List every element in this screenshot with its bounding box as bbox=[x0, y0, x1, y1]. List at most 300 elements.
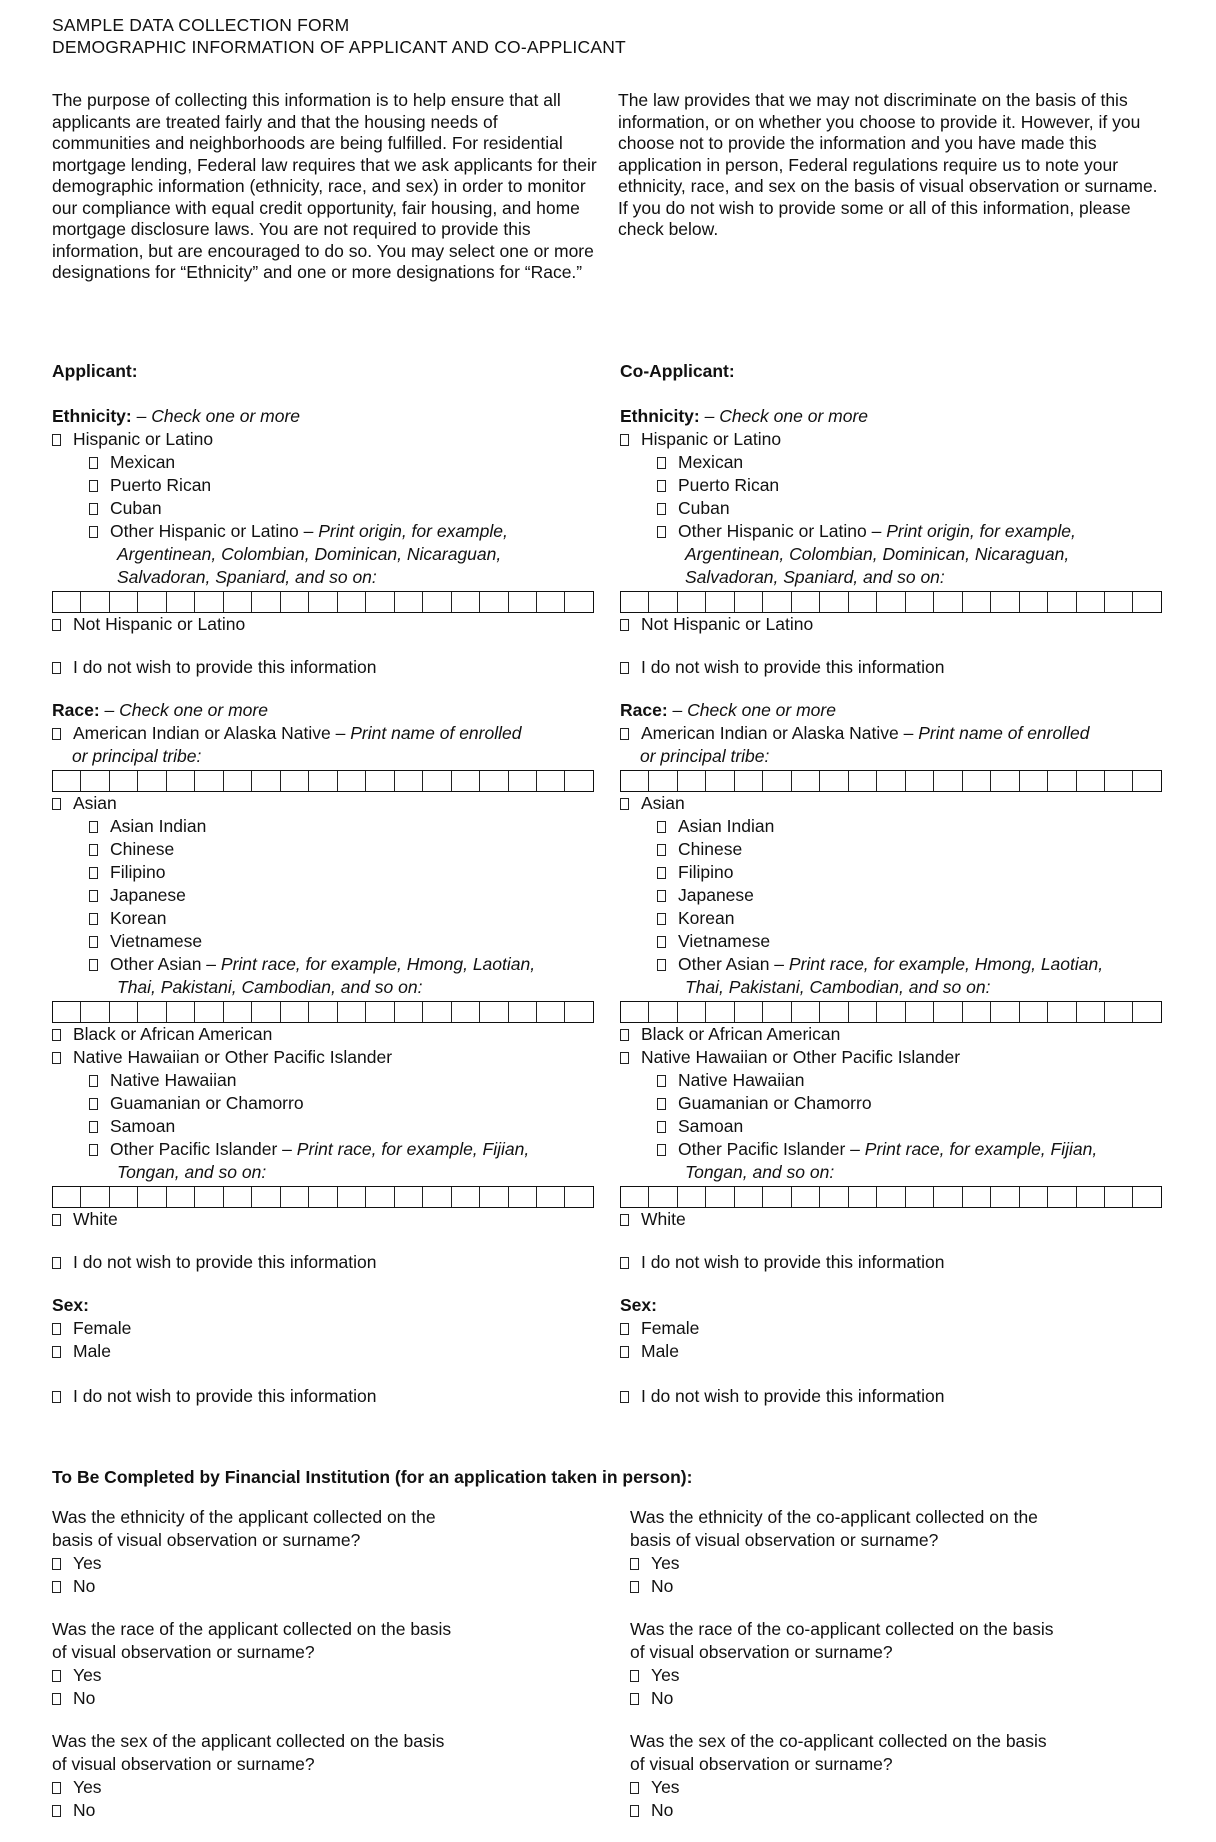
char-cell[interactable] bbox=[1105, 1187, 1133, 1207]
option-label: I do not wish to provide this information bbox=[73, 1386, 377, 1406]
char-cell[interactable] bbox=[167, 1187, 195, 1207]
char-cell[interactable] bbox=[423, 1002, 451, 1022]
char-cell[interactable] bbox=[224, 1002, 252, 1022]
puerto-rican-option bbox=[620, 474, 1170, 497]
char-cell[interactable] bbox=[934, 771, 962, 791]
char-cell[interactable] bbox=[877, 592, 905, 612]
char-cell[interactable] bbox=[537, 592, 565, 612]
char-cell[interactable] bbox=[53, 592, 81, 612]
checkbox[interactable] bbox=[89, 1098, 98, 1110]
checkbox[interactable] bbox=[657, 1098, 666, 1110]
option-label: Filipino bbox=[678, 862, 734, 882]
no-checkbox[interactable] bbox=[52, 1805, 61, 1817]
sex-heading: Sex: bbox=[620, 1295, 657, 1315]
question-text: of visual observation or surname? bbox=[630, 1642, 893, 1662]
instruction-text: Print name of enrolled bbox=[918, 723, 1090, 743]
char-cell[interactable] bbox=[480, 1187, 508, 1207]
no-checkbox[interactable] bbox=[52, 1581, 61, 1593]
char-cell[interactable] bbox=[934, 1187, 962, 1207]
char-cell[interactable] bbox=[1048, 592, 1076, 612]
char-cell[interactable] bbox=[138, 1187, 166, 1207]
spacer bbox=[620, 383, 1170, 405]
native-hawaiian-pi-option bbox=[52, 1046, 602, 1069]
checkbox[interactable] bbox=[89, 503, 98, 515]
tribe-name-field[interactable] bbox=[52, 770, 594, 792]
instruction-text: Print origin, for example, bbox=[318, 521, 508, 541]
no-label: No bbox=[651, 1576, 674, 1596]
char-cell[interactable] bbox=[81, 1187, 109, 1207]
char-cell[interactable] bbox=[1048, 1187, 1076, 1207]
checkbox[interactable] bbox=[657, 844, 666, 856]
char-cell[interactable] bbox=[1077, 771, 1105, 791]
char-cell[interactable] bbox=[649, 1002, 677, 1022]
char-cell[interactable] bbox=[621, 771, 649, 791]
race-heading bbox=[52, 699, 602, 722]
yes-checkbox[interactable] bbox=[52, 1670, 61, 1682]
checkbox[interactable] bbox=[52, 1391, 61, 1403]
black-option bbox=[620, 1023, 1170, 1046]
char-cell[interactable] bbox=[423, 592, 451, 612]
char-cell[interactable] bbox=[53, 1002, 81, 1022]
checkbox[interactable] bbox=[89, 936, 98, 948]
char-cell[interactable] bbox=[877, 1187, 905, 1207]
char-cell[interactable] bbox=[1133, 771, 1160, 791]
char-cell[interactable] bbox=[395, 771, 423, 791]
spacer bbox=[620, 1231, 1170, 1251]
option-label: Asian Indian bbox=[110, 816, 207, 836]
char-cell[interactable] bbox=[991, 771, 1019, 791]
yes-label: Yes bbox=[73, 1665, 102, 1685]
char-cell[interactable] bbox=[509, 1187, 537, 1207]
char-cell[interactable] bbox=[110, 592, 138, 612]
char-cell[interactable] bbox=[792, 1187, 820, 1207]
spacer bbox=[52, 679, 602, 699]
char-cell[interactable] bbox=[735, 1002, 763, 1022]
char-cell[interactable] bbox=[537, 771, 565, 791]
char-cell[interactable] bbox=[849, 1002, 877, 1022]
char-cell[interactable] bbox=[763, 1187, 791, 1207]
option-label: Samoan bbox=[678, 1116, 744, 1136]
checkbox[interactable] bbox=[89, 890, 98, 902]
char-cell[interactable] bbox=[735, 771, 763, 791]
intro-right-paragraph: The law provides that we may not discriminate on the basis of this information, or on whether you choose to provide it. However, if you choose not to provide the information and you have made this application in person, Federal regulations require us to note your ethnicity, race, and sex on the basis of visual observation or surname. If you do not wish to provide some or all of this information, please check below. bbox=[618, 90, 1158, 239]
char-cell[interactable] bbox=[167, 592, 195, 612]
checkbox[interactable] bbox=[89, 913, 98, 925]
char-cell[interactable] bbox=[110, 1002, 138, 1022]
char-cell[interactable] bbox=[138, 592, 166, 612]
checkbox[interactable] bbox=[657, 1075, 666, 1087]
checkbox[interactable] bbox=[620, 1346, 629, 1358]
instruction-text: Print race, for example, Hmong, Laotian, bbox=[220, 954, 536, 974]
heading-instruction: – Check one or more bbox=[104, 700, 268, 720]
white-option bbox=[52, 1208, 602, 1231]
char-cell[interactable] bbox=[224, 592, 252, 612]
checkbox[interactable] bbox=[89, 526, 98, 538]
char-cell[interactable] bbox=[963, 771, 991, 791]
coapplicant-column bbox=[620, 360, 1170, 1408]
option-label: Male bbox=[641, 1341, 679, 1361]
char-cell[interactable] bbox=[706, 1187, 734, 1207]
korean-option bbox=[52, 907, 602, 930]
yes-checkbox[interactable] bbox=[630, 1670, 639, 1682]
instruction-text: Print origin, for example, bbox=[886, 521, 1076, 541]
char-cell[interactable] bbox=[452, 592, 480, 612]
char-cell[interactable] bbox=[366, 592, 394, 612]
char-cell[interactable] bbox=[706, 592, 734, 612]
other-pi-race-field[interactable] bbox=[52, 1186, 594, 1208]
checkbox[interactable] bbox=[52, 1323, 61, 1335]
checkbox[interactable] bbox=[657, 821, 666, 833]
chinese-option bbox=[620, 838, 1170, 861]
char-cell[interactable] bbox=[338, 592, 366, 612]
char-cell[interactable] bbox=[480, 1002, 508, 1022]
option-label: Filipino bbox=[110, 862, 166, 882]
char-cell[interactable] bbox=[1105, 1002, 1133, 1022]
char-cell[interactable] bbox=[1020, 592, 1048, 612]
char-cell[interactable] bbox=[480, 592, 508, 612]
char-cell[interactable] bbox=[649, 1187, 677, 1207]
char-cell[interactable] bbox=[366, 1187, 394, 1207]
char-cell[interactable] bbox=[934, 592, 962, 612]
char-cell[interactable] bbox=[480, 771, 508, 791]
char-cell[interactable] bbox=[991, 1187, 1019, 1207]
char-cell[interactable] bbox=[281, 1187, 309, 1207]
checkbox[interactable] bbox=[657, 480, 666, 492]
char-cell[interactable] bbox=[81, 771, 109, 791]
option-label: Cuban bbox=[678, 498, 730, 518]
checkbox[interactable] bbox=[620, 619, 629, 631]
checkbox[interactable] bbox=[620, 1052, 629, 1064]
other-pi-race-field[interactable] bbox=[620, 1186, 1162, 1208]
char-cell[interactable] bbox=[366, 1002, 394, 1022]
char-cell[interactable] bbox=[1048, 771, 1076, 791]
char-cell[interactable] bbox=[678, 771, 706, 791]
char-cell[interactable] bbox=[565, 1187, 592, 1207]
checkbox[interactable] bbox=[52, 1052, 61, 1064]
char-cell[interactable] bbox=[849, 592, 877, 612]
char-cell[interactable] bbox=[281, 1002, 309, 1022]
char-cell[interactable] bbox=[934, 1002, 962, 1022]
checkbox[interactable] bbox=[657, 457, 666, 469]
checkbox[interactable] bbox=[657, 1144, 666, 1156]
char-cell[interactable] bbox=[452, 771, 480, 791]
checkbox[interactable] bbox=[89, 1144, 98, 1156]
checkbox[interactable] bbox=[89, 1121, 98, 1133]
char-cell[interactable] bbox=[281, 592, 309, 612]
instruction-text: Tongan, and so on: bbox=[117, 1162, 267, 1182]
checkbox[interactable] bbox=[52, 1257, 61, 1269]
yes-label: Yes bbox=[73, 1553, 102, 1573]
char-cell[interactable] bbox=[877, 771, 905, 791]
yes-checkbox[interactable] bbox=[630, 1558, 639, 1570]
question-text: Was the race of the applicant collected on the basis bbox=[52, 1619, 452, 1639]
char-cell[interactable] bbox=[509, 1002, 537, 1022]
char-cell[interactable] bbox=[820, 1187, 848, 1207]
checkbox[interactable] bbox=[657, 867, 666, 879]
char-cell[interactable] bbox=[1020, 1187, 1048, 1207]
char-cell[interactable] bbox=[706, 771, 734, 791]
checkbox[interactable] bbox=[89, 959, 98, 971]
char-cell[interactable] bbox=[281, 771, 309, 791]
char-cell[interactable] bbox=[195, 592, 223, 612]
char-cell[interactable] bbox=[338, 1002, 366, 1022]
char-cell[interactable] bbox=[395, 1187, 423, 1207]
char-cell[interactable] bbox=[423, 1187, 451, 1207]
checkbox[interactable] bbox=[657, 890, 666, 902]
char-cell[interactable] bbox=[452, 1002, 480, 1022]
char-cell[interactable] bbox=[537, 1187, 565, 1207]
checkbox[interactable] bbox=[89, 1075, 98, 1087]
char-cell[interactable] bbox=[706, 1002, 734, 1022]
checkbox[interactable] bbox=[657, 503, 666, 515]
char-cell[interactable] bbox=[1133, 1187, 1160, 1207]
char-cell[interactable] bbox=[649, 592, 677, 612]
no-checkbox[interactable] bbox=[630, 1805, 639, 1817]
option-label: Chinese bbox=[678, 839, 743, 859]
female-option bbox=[620, 1317, 1170, 1340]
institution-coapplicant-column bbox=[630, 1506, 1190, 1842]
char-cell[interactable] bbox=[309, 1002, 337, 1022]
char-cell[interactable] bbox=[1105, 771, 1133, 791]
char-cell[interactable] bbox=[167, 771, 195, 791]
char-cell[interactable] bbox=[621, 1187, 649, 1207]
instruction-text: Thai, Pakistani, Cambodian, and so on: bbox=[117, 977, 423, 997]
char-cell[interactable] bbox=[509, 592, 537, 612]
char-cell[interactable] bbox=[820, 1002, 848, 1022]
char-cell[interactable] bbox=[678, 1187, 706, 1207]
char-cell[interactable] bbox=[224, 771, 252, 791]
checkbox[interactable] bbox=[89, 480, 98, 492]
yes-checkbox[interactable] bbox=[630, 1782, 639, 1794]
checkbox[interactable] bbox=[52, 619, 61, 631]
char-cell[interactable] bbox=[906, 1002, 934, 1022]
char-cell[interactable] bbox=[1133, 1002, 1160, 1022]
char-cell[interactable] bbox=[792, 771, 820, 791]
applicant-ethnicity-question bbox=[52, 1506, 612, 1618]
samoan-option bbox=[52, 1115, 602, 1138]
checkbox[interactable] bbox=[620, 434, 629, 446]
char-cell[interactable] bbox=[565, 592, 592, 612]
other-asian-race-field[interactable] bbox=[620, 1001, 1162, 1023]
char-cell[interactable] bbox=[565, 1002, 592, 1022]
checkbox[interactable] bbox=[657, 913, 666, 925]
other-asian-race-field[interactable] bbox=[52, 1001, 594, 1023]
spacer bbox=[52, 1231, 602, 1251]
char-cell[interactable] bbox=[678, 592, 706, 612]
option-label: White bbox=[73, 1209, 118, 1229]
decline-sex-option bbox=[52, 1385, 602, 1408]
char-cell[interactable] bbox=[849, 1187, 877, 1207]
char-cell[interactable] bbox=[423, 771, 451, 791]
guamanian-option bbox=[52, 1092, 602, 1115]
checkbox[interactable] bbox=[620, 728, 629, 740]
option-label: Black or African American bbox=[73, 1024, 273, 1044]
char-cell[interactable] bbox=[138, 1002, 166, 1022]
no-checkbox[interactable] bbox=[630, 1581, 639, 1593]
char-cell[interactable] bbox=[1133, 592, 1160, 612]
char-cell[interactable] bbox=[792, 1002, 820, 1022]
char-cell[interactable] bbox=[735, 1187, 763, 1207]
checkbox[interactable] bbox=[657, 936, 666, 948]
no-checkbox[interactable] bbox=[630, 1693, 639, 1705]
char-cell[interactable] bbox=[1020, 771, 1048, 791]
american-indian-option bbox=[620, 722, 1170, 745]
char-cell[interactable] bbox=[195, 1002, 223, 1022]
char-cell[interactable] bbox=[991, 592, 1019, 612]
char-cell[interactable] bbox=[565, 771, 592, 791]
checkbox[interactable] bbox=[657, 526, 666, 538]
male-option bbox=[620, 1340, 1170, 1363]
checkbox[interactable] bbox=[620, 1323, 629, 1335]
other-pacific-islander-option bbox=[52, 1138, 602, 1161]
hispanic-option bbox=[620, 428, 1170, 451]
question-text: Was the sex of the applicant collected on the basis bbox=[52, 1731, 445, 1751]
checkbox[interactable] bbox=[657, 959, 666, 971]
char-cell[interactable] bbox=[195, 1187, 223, 1207]
option-label: Hispanic or Latino bbox=[641, 429, 782, 449]
char-cell[interactable] bbox=[509, 771, 537, 791]
char-cell[interactable] bbox=[366, 771, 394, 791]
char-cell[interactable] bbox=[81, 592, 109, 612]
checkbox[interactable] bbox=[620, 1029, 629, 1041]
option-label: Japanese bbox=[110, 885, 186, 905]
char-cell[interactable] bbox=[195, 771, 223, 791]
heading-label: Ethnicity: bbox=[52, 406, 132, 426]
char-cell[interactable] bbox=[452, 1187, 480, 1207]
instruction-text: Print race, for example, Hmong, Laotian, bbox=[788, 954, 1104, 974]
char-cell[interactable] bbox=[906, 592, 934, 612]
no-checkbox[interactable] bbox=[52, 1693, 61, 1705]
checkbox[interactable] bbox=[620, 1257, 629, 1269]
char-cell[interactable] bbox=[110, 771, 138, 791]
char-cell[interactable] bbox=[53, 771, 81, 791]
char-cell[interactable] bbox=[1048, 1002, 1076, 1022]
char-cell[interactable] bbox=[906, 771, 934, 791]
char-cell[interactable] bbox=[167, 1002, 195, 1022]
option-label: I do not wish to provide this information bbox=[641, 1252, 945, 1272]
char-cell[interactable] bbox=[395, 592, 423, 612]
char-cell[interactable] bbox=[1105, 592, 1133, 612]
char-cell[interactable] bbox=[224, 1187, 252, 1207]
checkbox[interactable] bbox=[52, 798, 61, 810]
char-cell[interactable] bbox=[252, 771, 280, 791]
char-cell[interactable] bbox=[537, 1002, 565, 1022]
checkbox[interactable] bbox=[620, 662, 629, 674]
char-cell[interactable] bbox=[338, 1187, 366, 1207]
other-hispanic-origin-field[interactable] bbox=[620, 591, 1162, 613]
other-hispanic-origin-field[interactable] bbox=[52, 591, 594, 613]
char-cell[interactable] bbox=[110, 1187, 138, 1207]
option-label: Guamanian or Chamorro bbox=[110, 1093, 304, 1113]
char-cell[interactable] bbox=[963, 1187, 991, 1207]
char-cell[interactable] bbox=[649, 771, 677, 791]
option-label: Chinese bbox=[110, 839, 175, 859]
char-cell[interactable] bbox=[906, 1187, 934, 1207]
question-text: of visual observation or surname? bbox=[630, 1754, 893, 1774]
char-cell[interactable] bbox=[309, 592, 337, 612]
char-cell[interactable] bbox=[252, 1187, 280, 1207]
char-cell[interactable] bbox=[963, 592, 991, 612]
checkbox[interactable] bbox=[657, 1121, 666, 1133]
tribe-name-field[interactable] bbox=[620, 770, 1162, 792]
checkbox[interactable] bbox=[89, 821, 98, 833]
char-cell[interactable] bbox=[678, 1002, 706, 1022]
char-cell[interactable] bbox=[1077, 1187, 1105, 1207]
option-label: I do not wish to provide this information bbox=[641, 657, 945, 677]
female-option bbox=[52, 1317, 602, 1340]
char-cell[interactable] bbox=[820, 771, 848, 791]
checkbox[interactable] bbox=[52, 728, 61, 740]
checkbox[interactable] bbox=[620, 1214, 629, 1226]
checkbox[interactable] bbox=[52, 434, 61, 446]
checkbox[interactable] bbox=[52, 1029, 61, 1041]
char-cell[interactable] bbox=[138, 771, 166, 791]
char-cell[interactable] bbox=[763, 1002, 791, 1022]
char-cell[interactable] bbox=[877, 1002, 905, 1022]
asian-indian-option bbox=[52, 815, 602, 838]
ethnicity-heading bbox=[620, 405, 1170, 428]
checkbox[interactable] bbox=[89, 844, 98, 856]
checkbox[interactable] bbox=[89, 867, 98, 879]
char-cell[interactable] bbox=[735, 592, 763, 612]
checkbox[interactable] bbox=[620, 1391, 629, 1403]
guamanian-option bbox=[620, 1092, 1170, 1115]
char-cell[interactable] bbox=[621, 592, 649, 612]
char-cell[interactable] bbox=[395, 1002, 423, 1022]
no-label: No bbox=[651, 1688, 674, 1708]
char-cell[interactable] bbox=[763, 592, 791, 612]
char-cell[interactable] bbox=[338, 771, 366, 791]
option-label: Japanese bbox=[678, 885, 754, 905]
char-cell[interactable] bbox=[81, 1002, 109, 1022]
checkbox[interactable] bbox=[620, 798, 629, 810]
char-cell[interactable] bbox=[1077, 1002, 1105, 1022]
char-cell[interactable] bbox=[849, 771, 877, 791]
char-cell[interactable] bbox=[309, 771, 337, 791]
char-cell[interactable] bbox=[252, 592, 280, 612]
char-cell[interactable] bbox=[763, 771, 791, 791]
institution-title: To Be Completed by Financial Institution (for an application taken in person): bbox=[52, 1467, 693, 1487]
other-hispanic-option bbox=[620, 520, 1170, 543]
japanese-option bbox=[52, 884, 602, 907]
option-label: Asian Indian bbox=[678, 816, 775, 836]
checkbox[interactable] bbox=[52, 662, 61, 674]
checkbox[interactable] bbox=[89, 457, 98, 469]
char-cell[interactable] bbox=[991, 1002, 1019, 1022]
char-cell[interactable] bbox=[792, 592, 820, 612]
option-label: Vietnamese bbox=[110, 931, 203, 951]
heading-instruction: – Check one or more bbox=[672, 700, 836, 720]
option-label: Other Asian – bbox=[110, 954, 217, 974]
char-cell[interactable] bbox=[1077, 592, 1105, 612]
option-label: Native Hawaiian or Other Pacific Islander bbox=[73, 1047, 393, 1067]
form-page bbox=[52, 14, 1172, 1820]
checkbox[interactable] bbox=[52, 1346, 61, 1358]
char-cell[interactable] bbox=[53, 1187, 81, 1207]
yes-checkbox[interactable] bbox=[52, 1558, 61, 1570]
char-cell[interactable] bbox=[1020, 1002, 1048, 1022]
char-cell[interactable] bbox=[820, 592, 848, 612]
char-cell[interactable] bbox=[621, 1002, 649, 1022]
char-cell[interactable] bbox=[963, 1002, 991, 1022]
char-cell[interactable] bbox=[252, 1002, 280, 1022]
checkbox[interactable] bbox=[52, 1214, 61, 1226]
yes-checkbox[interactable] bbox=[52, 1782, 61, 1794]
char-cell[interactable] bbox=[309, 1187, 337, 1207]
option-label: White bbox=[641, 1209, 686, 1229]
decline-sex-option bbox=[620, 1385, 1170, 1408]
no-label: No bbox=[651, 1800, 674, 1820]
